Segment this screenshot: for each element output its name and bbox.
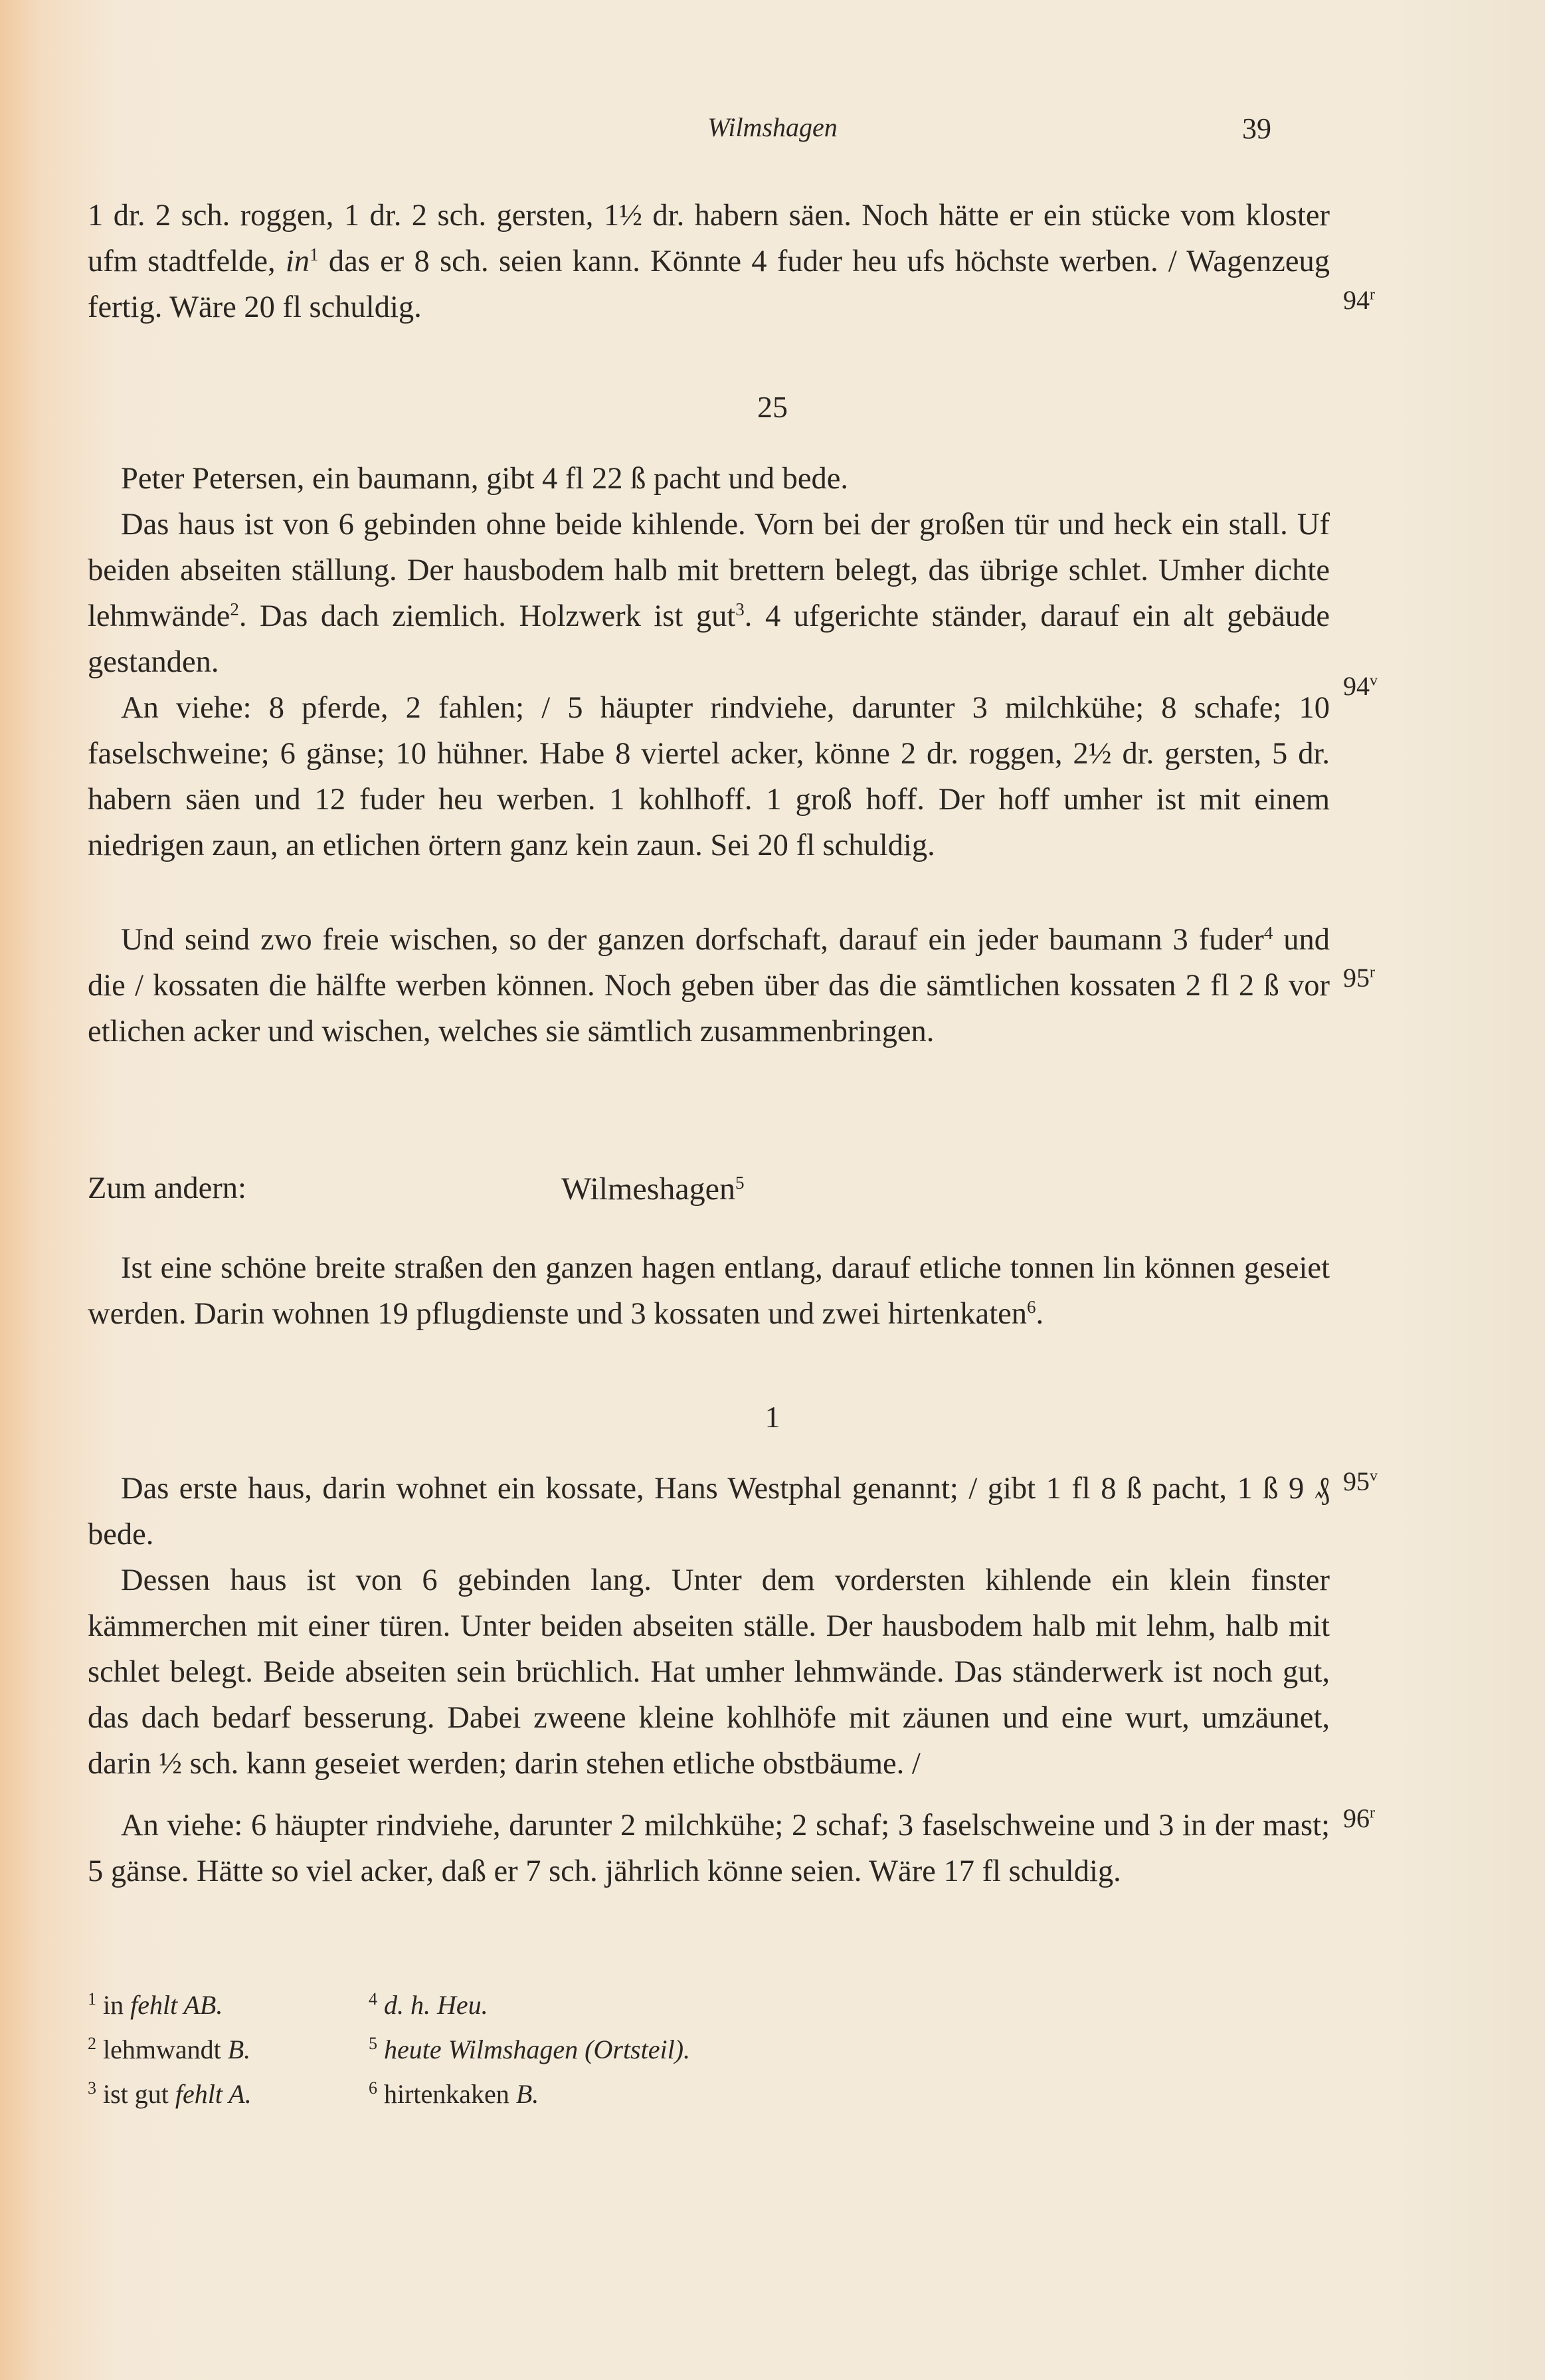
paragraph-entry-1-header: Das erste haus, darin wohnet ein kossate, Hans Westphal genannt; / gibt 1 fl 8 ß pacht, 1 ß 9 ₰ bede. [88,1472,1330,1551]
running-title: Wilmshagen [707,112,838,142]
footnote-5: $^5$ heute Wilmshagen (Ortsteil). [369,2034,691,2064]
paragraph-house-1-description: Dessen haus ist von 6 gebinden lang. Unter dem vordersten kihlende ein klein finster kämmerchen mit einer türen. Unter beiden abseiten ställe. Der hausbodem halb mit lehm, halb mit schlet belegt. Beide abseiten sein brüchlich. Hat umher lehmwände. Das ständerwerk ist noch gut, das dach bedarf besserung. Dabei zweene kleine kohlhöfe mit zäunen und eine wurt, umzäunet, darin ½ sch. kann geseiet werden; darin stehen etliche obstbäume. / [88,1563,1330,1781]
page-number: 39 [1242,112,1271,145]
footnote-2: $^2$ lehmwandt B. [88,2034,251,2064]
italic-word: in [285,245,310,278]
footnote-3: $^3$ ist gut fehlt A. [88,2078,252,2109]
footnote-ref: 1 [310,245,319,264]
paragraph-entry-25-header: Peter Petersen, ein baumann, gibt 4 fl 22 ß pacht und bede. [121,462,849,496]
paragraph-text: das er 8 sch. seien kann. Könnte 4 fuder heu ufs höchste werben. / Wagenzeug fertig. Wäre 20 fl schuldig. [88,245,1330,324]
footnote-ref: 3 [735,599,745,619]
footnote-ref: 2 [230,599,239,619]
paragraph-text: 1 dr. 2 sch. roggen, 1 dr. 2 sch. gersten, 1½ dr. habern säen. Noch hätte er ein stücke vom kloster ufm stadtfelde, [88,199,1330,278]
paragraph-village-description: Ist eine schöne breite straßen den ganzen hagen entlang, darauf etliche tonnen lin können geseiet werden. Darin wohnen 19 pflugdienste und 3 kossaten und zwei hirtenkaten$^6$. [88,1251,1330,1331]
folio-note-95v: 95$^v$ [1343,1466,1378,1496]
footnotes-right [369,1980,690,2114]
footnote-ref: 5 [735,1173,745,1193]
footnote-1: $^1$ in fehlt AB. [88,1989,223,2020]
footnote-6: $^6$ hirtenkaken B. [369,2078,539,2109]
folio-note-95r: 95$^r$ [1343,963,1375,993]
paragraph-house-description: Das haus ist von 6 gebinden ohne beide kihlende. Vorn bei der großen tür und heck ein stall. Uf beiden abseiten ställung. Der hausbodem halb mit brettern belegt, das übrige schlet. Umher dichte lehmwände$^2$. Das dach ziemlich. Holzwerk ist gut$^3$. 4 ufgerichte ständer, darauf ein alt gebäude gestanden. [88,508,1330,679]
footnote-4: $^4$ d. h. Heu. [369,1989,488,2020]
paragraph-continuation [88,193,1330,330]
folio-note-94v: 94$^v$ [1343,671,1378,701]
paragraph-livestock: An viehe: 8 pferde, 2 fahlen; / 5 häupter rindviehe, darunter 3 milchkühe; 8 schafe; 10 faselschweine; 6 gänse; 10 hühner. Habe 8 viertel acker, könne 2 dr. roggen, 2½ dr. gersten, 5 dr. habern säen und 12 fuder heu werben. 1 kohlhoff. 1 groß hoff. Der hoff umher ist mit einem niedrigen zaun, an etlichen örtern ganz kein zaun. Sei 20 fl schuldig. [88,691,1330,862]
folio-note-96r: 96$^r$ [1343,1803,1375,1833]
section-title: Wilmeshagen$^5$ [561,1171,745,1207]
footnote-ref: 4 [1263,923,1273,943]
footnotes-left [88,1980,252,2114]
folio-note-94r: 94$^r$ [1343,285,1375,315]
entry-number: 25 [757,390,788,424]
section-label: Zum andern: [88,1171,246,1205]
paragraph-meadows: Und seind zwo freie wischen, so der ganzen dorfschaft, darauf ein jeder baumann 3 fuder$^4$ und die / kossaten die hälfte werben können. Noch geben über das die sämtlichen kossaten 2 fl 2 ß vor etlichen acker und wischen, welches sie sämtlich zusammenbringen. [88,923,1330,1048]
paragraph-house-1-livestock: An viehe: 6 häupter rindviehe, darunter 2 milchkühe; 2 schaf; 3 faselschweine und 3 in der mast; 5 gänse. Hätte so viel acker, daß er 7 sch. jährlich könne seien. Wäre 17 fl schuldig. [88,1809,1330,1888]
footnote-ref: 6 [1027,1297,1036,1317]
entry-number: 1 [765,1400,780,1434]
